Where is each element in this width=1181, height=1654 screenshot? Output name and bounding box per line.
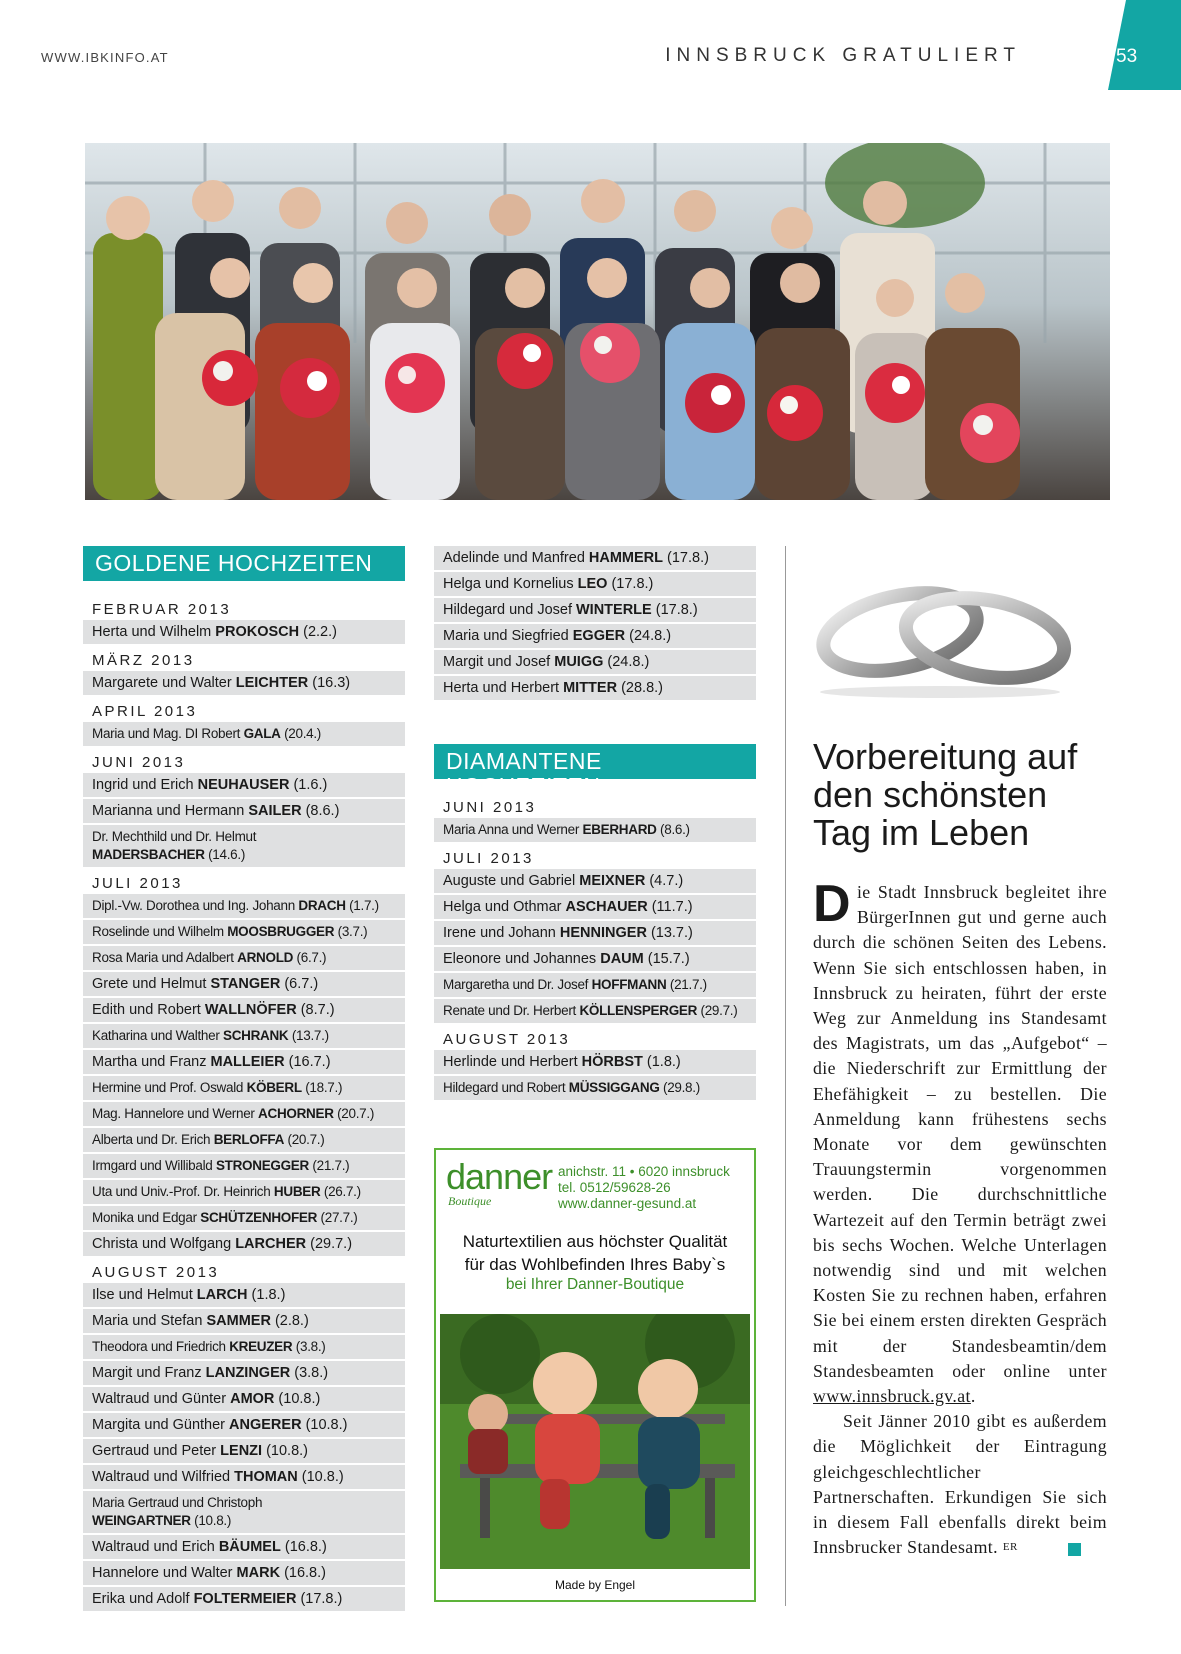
entry-date: (8.7.) [296, 1002, 335, 1018]
entry-date: (16.7.) [284, 1054, 331, 1070]
month-heading: APRIL 2013 [92, 703, 198, 720]
entry-surname: ASCHAUER [565, 899, 648, 915]
column-divider [785, 546, 786, 1606]
entry-surname: HOFFMANN [591, 977, 667, 992]
entry-surname: SCHÜTZENHOFER [200, 1210, 318, 1225]
entry-first-names: Irene und Johann [443, 925, 560, 941]
author-initials: ER [1002, 1541, 1018, 1554]
entry-surname: HÖRBST [581, 1054, 643, 1070]
entry-surname: MOOSBRUGGER [227, 924, 335, 939]
entry-first-names: Waltraud und Günter [92, 1391, 231, 1407]
article-paragraph-2 [813, 1409, 1107, 1560]
wedding-entry [83, 722, 405, 746]
ad-address: anichstr. 11 • 6020 innsbruck [558, 1164, 730, 1179]
wedding-entry [83, 1335, 405, 1359]
drop-cap: D [813, 875, 851, 933]
wedding-entry [83, 998, 405, 1022]
entry-first-names: Monika und Edgar [92, 1210, 201, 1225]
entry-first-names: Roselinde und Wilhelm [92, 924, 228, 939]
entry-surname: GALA [243, 726, 281, 741]
entry-surname: WALLNÖFER [204, 1002, 297, 1018]
entry-first-names: Erika und Adolf [92, 1591, 194, 1607]
entry-date: (10.8.) [301, 1417, 348, 1433]
entry-surname: ACHORNER [258, 1106, 334, 1121]
paragraph-1-end: . [970, 1386, 976, 1407]
ad-slogan-sub: bei Ihrer Danner-Boutique [505, 1276, 685, 1293]
entry-surname: MUIGG [554, 654, 604, 670]
entry-date: (10.8.) [274, 1391, 321, 1407]
entry-first-names: Gertraud und Peter [92, 1443, 221, 1459]
ad-slogan [436, 1230, 754, 1276]
entry-date: (27.7.) [317, 1210, 358, 1225]
entry-surname: KÖLLENSPERGER [579, 1003, 698, 1018]
headline-line-3: Tag im Leben [813, 812, 1030, 853]
entry-first-names: Katharina und Walther [92, 1028, 223, 1043]
entry-date: (29.7.) [306, 1236, 353, 1252]
entry-first-names: Hermine und Prof. Oswald [92, 1080, 247, 1095]
entry-first-names: Edith und Robert [92, 1002, 205, 1018]
entry-date: (29.7.) [697, 1003, 738, 1018]
entry-surname: ANGERER [229, 1417, 302, 1433]
end-mark [1068, 1543, 1081, 1556]
entry-date: (3.8.) [290, 1365, 329, 1381]
entry-date: (24.8.) [603, 654, 650, 670]
entry-surname: DRACH [298, 898, 346, 913]
wedding-entry [83, 799, 405, 823]
entry-surname: LEICHTER [235, 675, 309, 691]
entry-date: (4.7.) [645, 873, 684, 889]
entry-surname: HAMMERL [588, 550, 664, 566]
wedding-entry [434, 650, 756, 674]
middle-column [434, 546, 756, 1102]
entry-first-names: Uta und Univ.-Prof. Dr. Heinrich [92, 1184, 274, 1199]
entry-surname: LARCH [196, 1287, 248, 1303]
entry-first-names: Theodora und Friedrich [92, 1339, 230, 1354]
entry-first-names: Margarete und Walter [92, 675, 236, 691]
wedding-entry [83, 1309, 405, 1333]
danner-advertisement[interactable] [434, 1148, 756, 1602]
entry-surname: KÖBERL [246, 1080, 302, 1095]
entry-first-names: Alberta und Dr. Erich [92, 1132, 214, 1147]
entry-date: (13.7.) [288, 1028, 329, 1043]
entry-date: (17.8.) [296, 1591, 343, 1607]
entry-surname: SCHRANK [222, 1028, 289, 1043]
entry-date: (11.7.) [647, 899, 693, 915]
entry-date: (16.8.) [280, 1539, 327, 1555]
wedding-entry [83, 1535, 405, 1559]
wedding-entry [434, 947, 756, 971]
entry-surname: WINTERLE [576, 602, 652, 618]
entry-date: (20.4.) [280, 726, 321, 741]
entry-date: (20.7.) [284, 1132, 325, 1147]
entry-first-names: Herta und Wilhelm [92, 624, 216, 640]
section-title: INNSBRUCK GRATULIERT [665, 45, 1021, 66]
wedding-entry [434, 921, 756, 945]
wedding-entry [434, 818, 756, 842]
wedding-entry [83, 920, 405, 944]
entry-surname: MALLEIER [210, 1054, 285, 1070]
entry-first-names: Christa und Wolfgang [92, 1236, 236, 1252]
entry-date: (20.7.) [333, 1106, 375, 1121]
wedding-entry [83, 1076, 405, 1100]
entry-date: (29.8.) [659, 1080, 700, 1095]
site-url: WWW.IBKINFO.AT [41, 50, 169, 65]
ad-slogan-line-1: Naturtextilien aus höchster Qualität [462, 1232, 728, 1251]
entry-surname: HUBER [273, 1184, 321, 1199]
entry-surname: MARK [236, 1565, 281, 1581]
wedding-entry [83, 1128, 405, 1152]
wedding-entry [83, 1024, 405, 1048]
golden-weddings-list [83, 595, 405, 1611]
ad-photo [440, 1314, 750, 1569]
entry-surname: HENNINGER [559, 925, 647, 941]
entry-first-names: Margit und Franz [92, 1365, 206, 1381]
paragraph-1-text: ie Stadt Innsbruck begleitet ihre BürgerInnen gut und gerne auch durch die schönen Seiten des Lebens. Wenn Sie sich entschlossen haben, in Innsbruck zu heiraten, führt der erste Weg zur Anmeldung ins Standesamt des Magistrats, um das „Aufgebot“ – die Niederschrift zur Ermittlung der Ehefähigkeit – zu bestellen. Die Anmeldung kann frühestens sechs Monate vor dem gewünschten Trauungstermin vorgenommen werden. Die durchschnittliche Wartezeit auf den Termin beträgt zwei bis sechs Wochen. Welche Unterlagen notwendig sind und mit welchen Kosten Sie zu rechnen haben, erfahren Sie bei einem ersten direkten Gespräch mit der Standesbeamtin/dem Standesbeamten oder online unter [813, 882, 1107, 1381]
wedding-entry [434, 999, 756, 1023]
wedding-entry [434, 676, 756, 700]
entry-first-names: Auguste und Gabriel [443, 873, 580, 889]
ad-credit: Made by Engel [554, 1578, 636, 1592]
entry-first-names: Dipl.-Vw. Dorothea und Ing. Johann [92, 898, 299, 913]
entry-surname: LARCHER [235, 1236, 307, 1252]
wedding-entry [83, 1465, 405, 1489]
entry-date: (21.7.) [308, 1158, 350, 1173]
entry-first-names: Waltraud und Erich [92, 1539, 219, 1555]
entry-first-names: Hildegard und Robert [443, 1080, 569, 1095]
wedding-entry [83, 946, 405, 970]
entry-date: (21.7.) [666, 977, 707, 992]
entry-date: (2.2.) [299, 624, 337, 640]
month-heading: AUGUST 2013 [443, 1031, 571, 1048]
innsbruck-link[interactable]: www.innsbruck.gv.at [813, 1386, 971, 1407]
ad-slogan-line-2: für das Wohlbefinden Ihres Baby`s [464, 1255, 726, 1274]
entry-first-names: Maria und Stefan [92, 1313, 207, 1329]
entry-first-names: Hannelore und Walter [92, 1565, 237, 1581]
entry-surname: KREUZER [229, 1339, 293, 1354]
entry-first-names: Margita und Günther [92, 1417, 230, 1433]
entry-surname: LANZINGER [205, 1365, 291, 1381]
golden-weddings-column [83, 546, 405, 1613]
ad-logo: danner [446, 1156, 553, 1197]
entry-date: (17.8.) [663, 550, 709, 566]
wedding-entry [83, 894, 405, 918]
entry-surname: BÄUMEL [218, 1539, 281, 1555]
month-heading: JULI 2013 [443, 850, 534, 867]
paragraph-2-text: Seit Jänner 2010 gibt es außerdem die Möglichkeit der Eintragung gleichgeschlechtlicher Partnerschaften. Erkundigen Sie sich in diesem Fall ebenfalls direkt beim Innsbrucker Standesamt. [813, 1411, 1107, 1558]
wedding-entry [83, 1387, 405, 1411]
month-heading: MÄRZ 2013 [92, 652, 195, 669]
wedding-entry [83, 671, 405, 695]
entry-first-names: Helga und Kornelius [443, 576, 578, 592]
entry-first-names: Marianna und Hermann [92, 803, 249, 819]
diamond-weddings-title: DIAMANTENE HOCHZEITEN [434, 744, 756, 779]
entry-date: (10.8.) [190, 1513, 232, 1528]
wedding-entry [83, 620, 405, 644]
entry-first-names: Grete und Helmut [92, 976, 211, 992]
entry-first-names: Adelinde und Manfred [443, 550, 589, 566]
wedding-rings-image [805, 570, 1075, 700]
entry-surname: AMOR [230, 1391, 275, 1407]
wedding-entry [83, 1491, 405, 1533]
entry-first-names: Eleonore und Johannes [443, 951, 601, 967]
entry-date: (6.7.) [280, 976, 319, 992]
entry-date: (17.8.) [607, 576, 654, 592]
entry-date: (8.6.) [656, 822, 690, 837]
entry-date: (16.3) [308, 675, 351, 691]
article-headline [813, 738, 1143, 852]
wedding-entry [434, 973, 756, 997]
entry-first-names: Waltraud und Wilfried [92, 1469, 235, 1485]
wedding-entry [434, 869, 756, 893]
entry-first-names: Margaretha und Dr. Josef [443, 977, 592, 992]
entry-surname: MADERSBACHER [92, 847, 205, 862]
month-heading: JUNI 2013 [92, 754, 186, 771]
entry-first-names: Maria und Mag. DI Robert [92, 726, 244, 741]
page-tab [1108, 0, 1181, 90]
entry-first-names: Herlinde und Herbert [443, 1054, 582, 1070]
entry-first-names: Maria und Siegfried [443, 628, 573, 644]
wedding-entry [83, 1102, 405, 1126]
entry-surname: MÜSSIGGANG [568, 1080, 660, 1095]
entry-date: (10.8.) [297, 1469, 344, 1485]
entry-date: (6.7.) [293, 950, 327, 965]
entry-first-names: Irmgard und Willibald [92, 1158, 216, 1173]
entry-date: (3.7.) [334, 924, 368, 939]
entry-date: (3.8.) [292, 1339, 326, 1354]
entry-first-names: Herta und Herbert [443, 680, 564, 696]
entry-surname: FOLTERMEIER [193, 1591, 297, 1607]
entry-surname: LEO [577, 576, 608, 592]
month-heading: JULI 2013 [92, 875, 183, 892]
entry-surname: SAMMER [206, 1313, 271, 1329]
ad-web[interactable]: www.danner-gesund.at [558, 1196, 697, 1211]
entry-date: (2.8.) [270, 1313, 309, 1329]
wedding-entry [83, 1180, 405, 1204]
wedding-entry [83, 773, 405, 797]
wedding-entry [434, 1076, 756, 1100]
entry-first-names: Margit und Josef [443, 654, 555, 670]
wedding-entry [83, 1154, 405, 1178]
wedding-entry [434, 572, 756, 596]
headline-line-2: den schönsten [813, 774, 1048, 815]
wedding-entry [434, 598, 756, 622]
ad-logo-sub: Boutique [448, 1194, 492, 1208]
entry-surname: EBERHARD [582, 822, 657, 837]
entry-date: (1.8.) [247, 1287, 286, 1303]
entry-date: (26.7.) [320, 1184, 361, 1199]
group-photo [85, 143, 1110, 500]
month-heading: JUNI 2013 [443, 799, 537, 816]
entry-first-names: Ingrid und Erich [92, 777, 198, 793]
entry-first-names: Maria Gertraud und Christoph [92, 1495, 263, 1510]
entry-first-names: Rosa Maria und Adalbert [92, 950, 238, 965]
entry-surname: EGGER [572, 628, 626, 644]
entry-first-names: Mag. Hannelore und Werner [92, 1106, 259, 1121]
entry-date: (24.8.) [625, 628, 672, 644]
month-heading: AUGUST 2013 [92, 1264, 220, 1281]
wedding-entry [83, 1050, 405, 1074]
entry-date: (1.6.) [289, 777, 328, 793]
entry-date: (8.6.) [301, 803, 340, 819]
entry-date: (16.8.) [280, 1565, 326, 1581]
wedding-entry [83, 1283, 405, 1307]
wedding-entry [83, 1232, 405, 1256]
wedding-entry [83, 1439, 405, 1463]
entry-surname: NEUHAUSER [197, 777, 290, 793]
entry-date: (13.7.) [646, 925, 693, 941]
ad-contact [558, 1164, 730, 1212]
article-body [813, 875, 1107, 1560]
article-paragraph-1 [813, 875, 1107, 1409]
entry-date: (14.6.) [204, 847, 246, 862]
entry-date: (18.7.) [301, 1080, 343, 1095]
entry-date: (1.8.) [642, 1054, 681, 1070]
page-number: 53 [1116, 46, 1138, 67]
entry-surname: ARNOLD [237, 950, 294, 965]
wedding-entry [83, 1361, 405, 1385]
diamond-weddings-list [434, 793, 756, 1100]
entry-first-names: Martha und Franz [92, 1054, 211, 1070]
headline-line-1: Vorbereitung auf [813, 736, 1078, 777]
entry-date: (1.7.) [345, 898, 379, 913]
entry-first-names: Maria Anna und Werner [443, 822, 583, 837]
entry-surname: DAUM [600, 951, 644, 967]
entry-surname: SAILER [248, 803, 302, 819]
wedding-entry [434, 1050, 756, 1074]
entry-first-names: Ilse und Helmut [92, 1287, 197, 1303]
entry-first-names: Dr. Mechthild und Dr. Helmut [92, 829, 257, 844]
wedding-entry [83, 1206, 405, 1230]
golden-weddings-continued [434, 546, 756, 700]
entry-surname: WEINGARTNER [92, 1513, 191, 1528]
entry-surname: MITTER [563, 680, 618, 696]
wedding-entry [434, 895, 756, 919]
entry-surname: MEIXNER [579, 873, 646, 889]
wedding-entry [83, 1413, 405, 1437]
entry-date: (15.7.) [643, 951, 690, 967]
entry-date: (17.8.) [651, 602, 698, 618]
entry-first-names: Renate und Dr. Herbert [443, 1003, 580, 1018]
wedding-entry [83, 825, 405, 867]
ad-phone: tel. 0512/59628-26 [558, 1180, 671, 1195]
golden-weddings-title: GOLDENE HOCHZEITEN [83, 546, 405, 581]
wedding-entry [434, 624, 756, 648]
entry-surname: STRONEGGER [215, 1158, 309, 1173]
wedding-entry [83, 972, 405, 996]
entry-first-names: Hildegard und Josef [443, 602, 576, 618]
entry-date: (10.8.) [262, 1443, 308, 1459]
entry-first-names: Helga und Othmar [443, 899, 566, 915]
month-heading: FEBRUAR 2013 [92, 601, 232, 618]
wedding-entry [83, 1587, 405, 1611]
entry-surname: STANGER [210, 976, 281, 992]
wedding-entry [83, 1561, 405, 1585]
entry-date: (28.8.) [617, 680, 663, 696]
entry-surname: LENZI [220, 1443, 263, 1459]
entry-surname: BERLOFFA [213, 1132, 285, 1147]
entry-surname: PROKOSCH [215, 624, 300, 640]
wedding-entry [434, 546, 756, 570]
entry-surname: THOMAN [234, 1469, 298, 1485]
